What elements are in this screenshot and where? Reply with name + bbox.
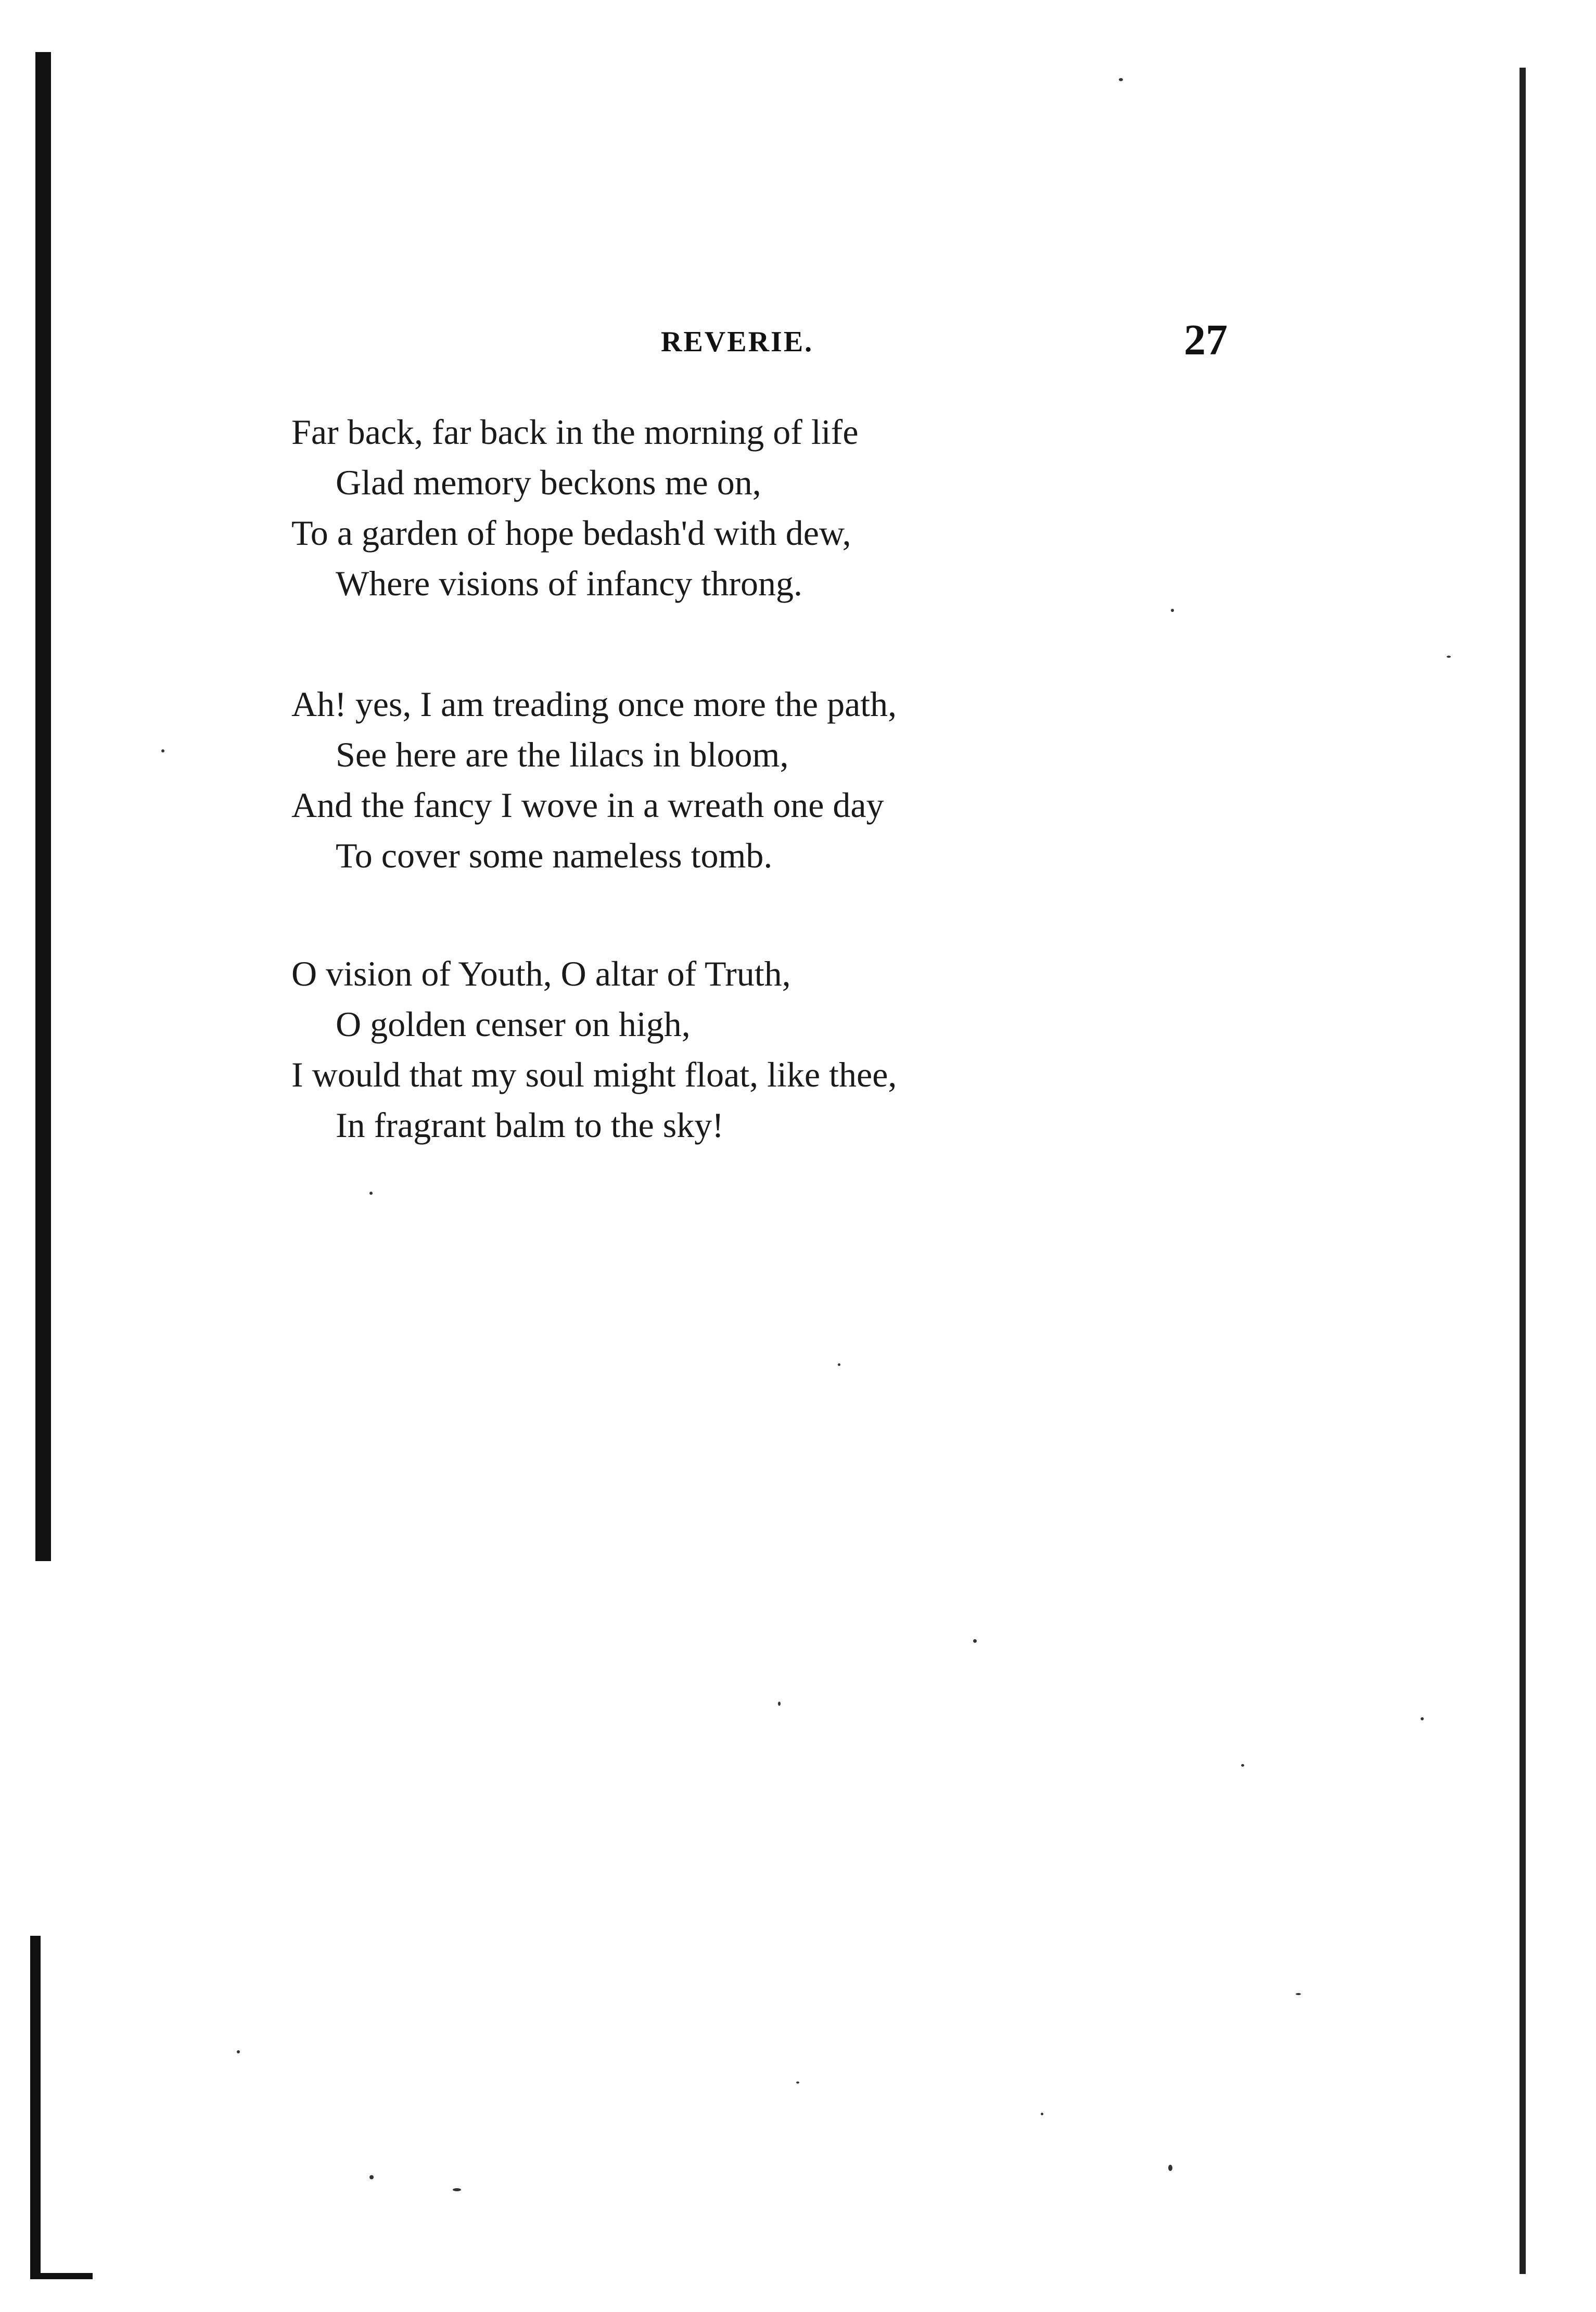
poem-line: To a garden of hope bedash'd with dew, xyxy=(291,513,851,553)
poem-line: Ah! yes, I am treading once more the path, xyxy=(291,684,897,724)
paper-speck xyxy=(1241,1764,1244,1767)
poem-line: Far back, far back in the morning of life xyxy=(291,412,859,452)
paper-speck xyxy=(838,1363,840,1366)
paper-speck xyxy=(161,749,164,752)
paper-speck xyxy=(369,1192,373,1195)
poem-line: I would that my soul might float, like thee, xyxy=(291,1055,897,1094)
paper-speck xyxy=(453,2188,461,2191)
paper-speck xyxy=(1421,1717,1424,1720)
paper-speck xyxy=(1041,2113,1043,2115)
poem-line: O vision of Youth, O altar of Truth, xyxy=(291,954,791,993)
stanza-3 xyxy=(291,949,1384,1151)
paper-speck xyxy=(369,2175,374,2179)
stanza-2 xyxy=(291,679,1384,881)
poem-line: In fragrant balm to the sky! xyxy=(336,1105,724,1145)
running-title: REVERIE. xyxy=(661,326,814,358)
paper-speck xyxy=(778,1702,781,1706)
poem-line: And the fancy I wove in a wreath one day xyxy=(291,785,884,825)
paper-speck xyxy=(1168,2165,1172,2171)
paper-speck xyxy=(1171,609,1174,612)
poem-line: Where visions of infancy throng. xyxy=(336,564,802,603)
poem-line: See here are the lilacs in bloom, xyxy=(336,735,789,774)
paper-speck xyxy=(237,2050,240,2053)
paper-speck xyxy=(1119,78,1123,81)
page-edge-left-bottom xyxy=(30,1936,41,2279)
page-edge-left-top xyxy=(35,52,51,1561)
stanza-1 xyxy=(291,407,1384,609)
poem-line: To cover some nameless tomb. xyxy=(336,836,773,875)
page-number: 27 xyxy=(1184,316,1228,364)
paper-speck xyxy=(1447,656,1451,658)
page-edge-left-foot xyxy=(30,2273,93,2279)
poem-line: O golden censer on high, xyxy=(336,1004,691,1044)
paper-speck xyxy=(796,2081,799,2084)
paper-speck xyxy=(973,1639,977,1643)
page-edge-right xyxy=(1520,68,1526,2274)
paper-speck xyxy=(1296,1993,1301,1995)
poem-line: Glad memory beckons me on, xyxy=(336,463,761,502)
